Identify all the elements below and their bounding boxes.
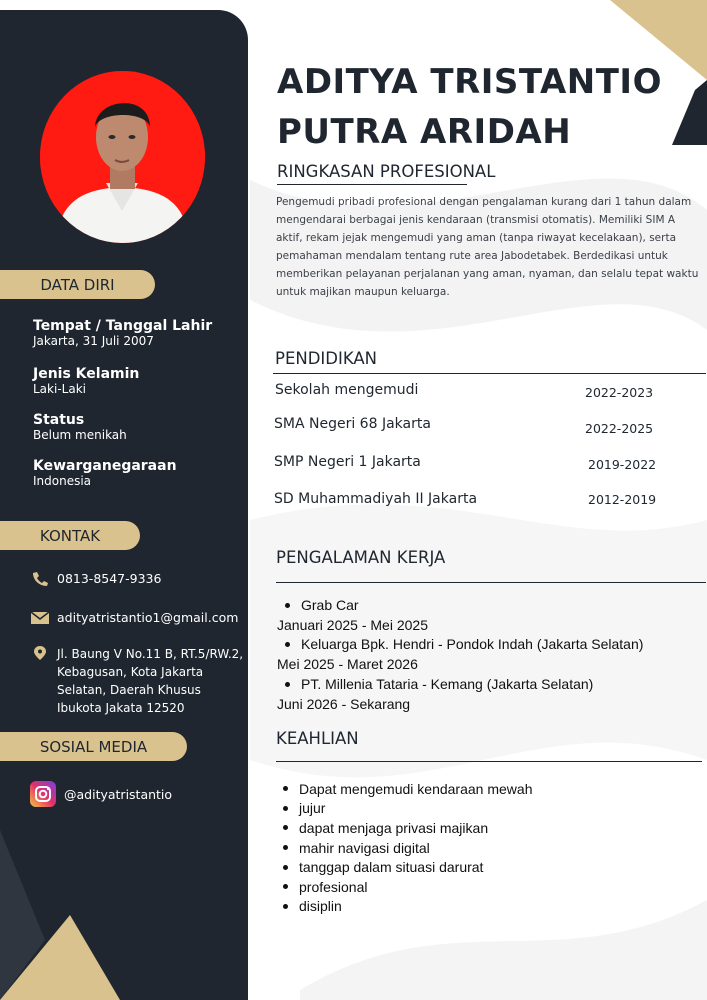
experience-title: PT. Millenia Tataria - Kemang (Jakarta Selatan) — [301, 676, 594, 692]
experience-item — [285, 676, 593, 692]
bullet-icon — [283, 884, 288, 889]
skill-text: dapat menjaga privasi majikan — [299, 819, 489, 836]
list-item — [283, 818, 532, 838]
address-line: Ibukota Jakata 12520 — [57, 701, 185, 715]
experience-period: Mei 2025 - Maret 2026 — [277, 656, 418, 672]
bullet-icon — [283, 845, 288, 850]
citizenship-value: Indonesia — [33, 474, 92, 488]
education-years: 2012-2019 — [588, 492, 657, 507]
person-portrait-icon — [40, 71, 205, 243]
experience-item — [285, 597, 359, 613]
phone-number: 0813-8547-9336 — [57, 571, 162, 586]
bullet-icon — [283, 786, 288, 791]
data-diri-label: DATA DIRI — [40, 275, 115, 294]
address-line: Selatan, Daerah Khusus — [57, 683, 201, 697]
gender-info — [33, 366, 139, 396]
experience-title: Grab Car — [301, 597, 359, 613]
experience-heading: PENGALAMAN KERJA — [276, 548, 446, 567]
name-line-1: ADITYA TRISTANTIO — [277, 62, 662, 102]
list-item — [283, 857, 532, 877]
skill-text: jujur — [299, 800, 326, 817]
birth-label: Tempat / Tanggal Lahir — [33, 318, 213, 334]
email-address: adityatristantio1@gmail.com — [57, 610, 239, 625]
experience-title: Keluarga Bpk. Hendri - Pondok Indah (Jakarta Selatan) — [301, 636, 644, 652]
phone-row[interactable] — [30, 571, 161, 587]
bullet-icon — [283, 806, 288, 811]
location-pin-icon — [30, 645, 50, 661]
bullet-icon — [285, 642, 290, 647]
experience-period: Januari 2025 - Mei 2025 — [277, 617, 428, 633]
instagram-icon — [30, 781, 56, 807]
gender-label: Jenis Kelamin — [33, 366, 140, 382]
list-item — [283, 877, 532, 897]
mail-icon — [30, 610, 50, 626]
bullet-icon — [283, 825, 288, 830]
education-years: 2019-2022 — [588, 457, 657, 472]
phone-icon — [30, 571, 50, 587]
instagram-row[interactable] — [30, 781, 172, 807]
bullet-icon — [283, 904, 288, 909]
birth-value: Jakarta, 31 Juli 2007 — [33, 334, 154, 348]
education-school: SD Muhammadiyah II Jakarta — [274, 491, 478, 507]
social-media-heading — [0, 732, 187, 761]
skill-text: profesional — [299, 878, 368, 895]
experience-period: Juni 2026 - Sekarang — [277, 696, 411, 712]
list-item — [283, 838, 532, 858]
address-line: Jl. Baung V No.11 B, RT.5/RW.2, — [57, 647, 244, 661]
citizenship-label: Kewarganegaraan — [33, 458, 177, 474]
applicant-name — [277, 57, 662, 157]
skill-text: tanggap dalam situasi darurat — [299, 859, 484, 876]
status-info — [33, 412, 127, 442]
address-line: Kebagusan, Kota Jakarta — [57, 665, 204, 679]
skills-list — [283, 779, 532, 916]
skills-heading: KEAHLIAN — [276, 729, 359, 748]
status-value: Belum menikah — [33, 428, 127, 442]
address-row — [30, 645, 243, 717]
summary-underline — [277, 184, 467, 185]
email-row[interactable] — [30, 610, 238, 626]
profile-photo — [40, 71, 205, 243]
skill-text: Dapat mengemudi kendaraan mewah — [299, 780, 533, 797]
skills-rule — [276, 761, 702, 762]
gender-value: Laki-Laki — [33, 382, 86, 396]
address-text — [57, 645, 243, 717]
education-years: 2022-2023 — [585, 385, 654, 400]
education-rule — [273, 373, 706, 374]
corner-dark-triangle — [672, 80, 707, 145]
sidebar — [0, 10, 248, 1000]
birth-info — [33, 318, 212, 348]
education-school: SMA Negeri 68 Jakarta — [274, 416, 431, 432]
education-heading: PENDIDIKAN — [275, 349, 378, 368]
list-item — [283, 799, 532, 819]
summary-text: Pengemudi pribadi profesional dengan pengalaman kurang dari 1 tahun dalam mengendarai berbagai jenis kendaraan (transmisi otomatis). Memiliki SIM A aktif, rekam jejak mengemudi yang aman (tanpa riwayat kecelakaan), serta pemahaman mendalam tentang rute area Jabodetabek. Berdedikasi untuk memberikan pelayanan perjalanan yang aman, nyaman, dan selalu tepat waktu untuk majikan maupun keluarga. — [276, 196, 699, 298]
bullet-icon — [285, 603, 290, 608]
education-school: SMP Negeri 1 Jakarta — [274, 454, 421, 470]
data-diri-heading — [0, 270, 155, 299]
kontak-heading — [0, 521, 140, 550]
list-item — [283, 897, 532, 917]
name-line-2: PUTRA ARIDAH — [277, 112, 572, 152]
social-media-label: SOSIAL MEDIA — [39, 737, 148, 756]
skill-text: disiplin — [299, 898, 342, 915]
summary-heading: RINGKASAN PROFESIONAL — [277, 162, 496, 181]
experience-item — [285, 636, 643, 652]
status-label: Status — [33, 412, 85, 428]
bullet-icon — [285, 682, 290, 687]
citizenship-info — [33, 458, 177, 488]
education-school: Sekolah mengemudi — [275, 382, 419, 398]
kontak-label: KONTAK — [39, 526, 101, 545]
bullet-icon — [283, 865, 288, 870]
skill-text: mahir navigasi digital — [299, 839, 430, 856]
list-item — [283, 779, 532, 799]
instagram-handle: @adityatristantio — [64, 786, 173, 802]
education-years: 2022-2025 — [585, 421, 654, 436]
experience-rule — [276, 582, 706, 583]
